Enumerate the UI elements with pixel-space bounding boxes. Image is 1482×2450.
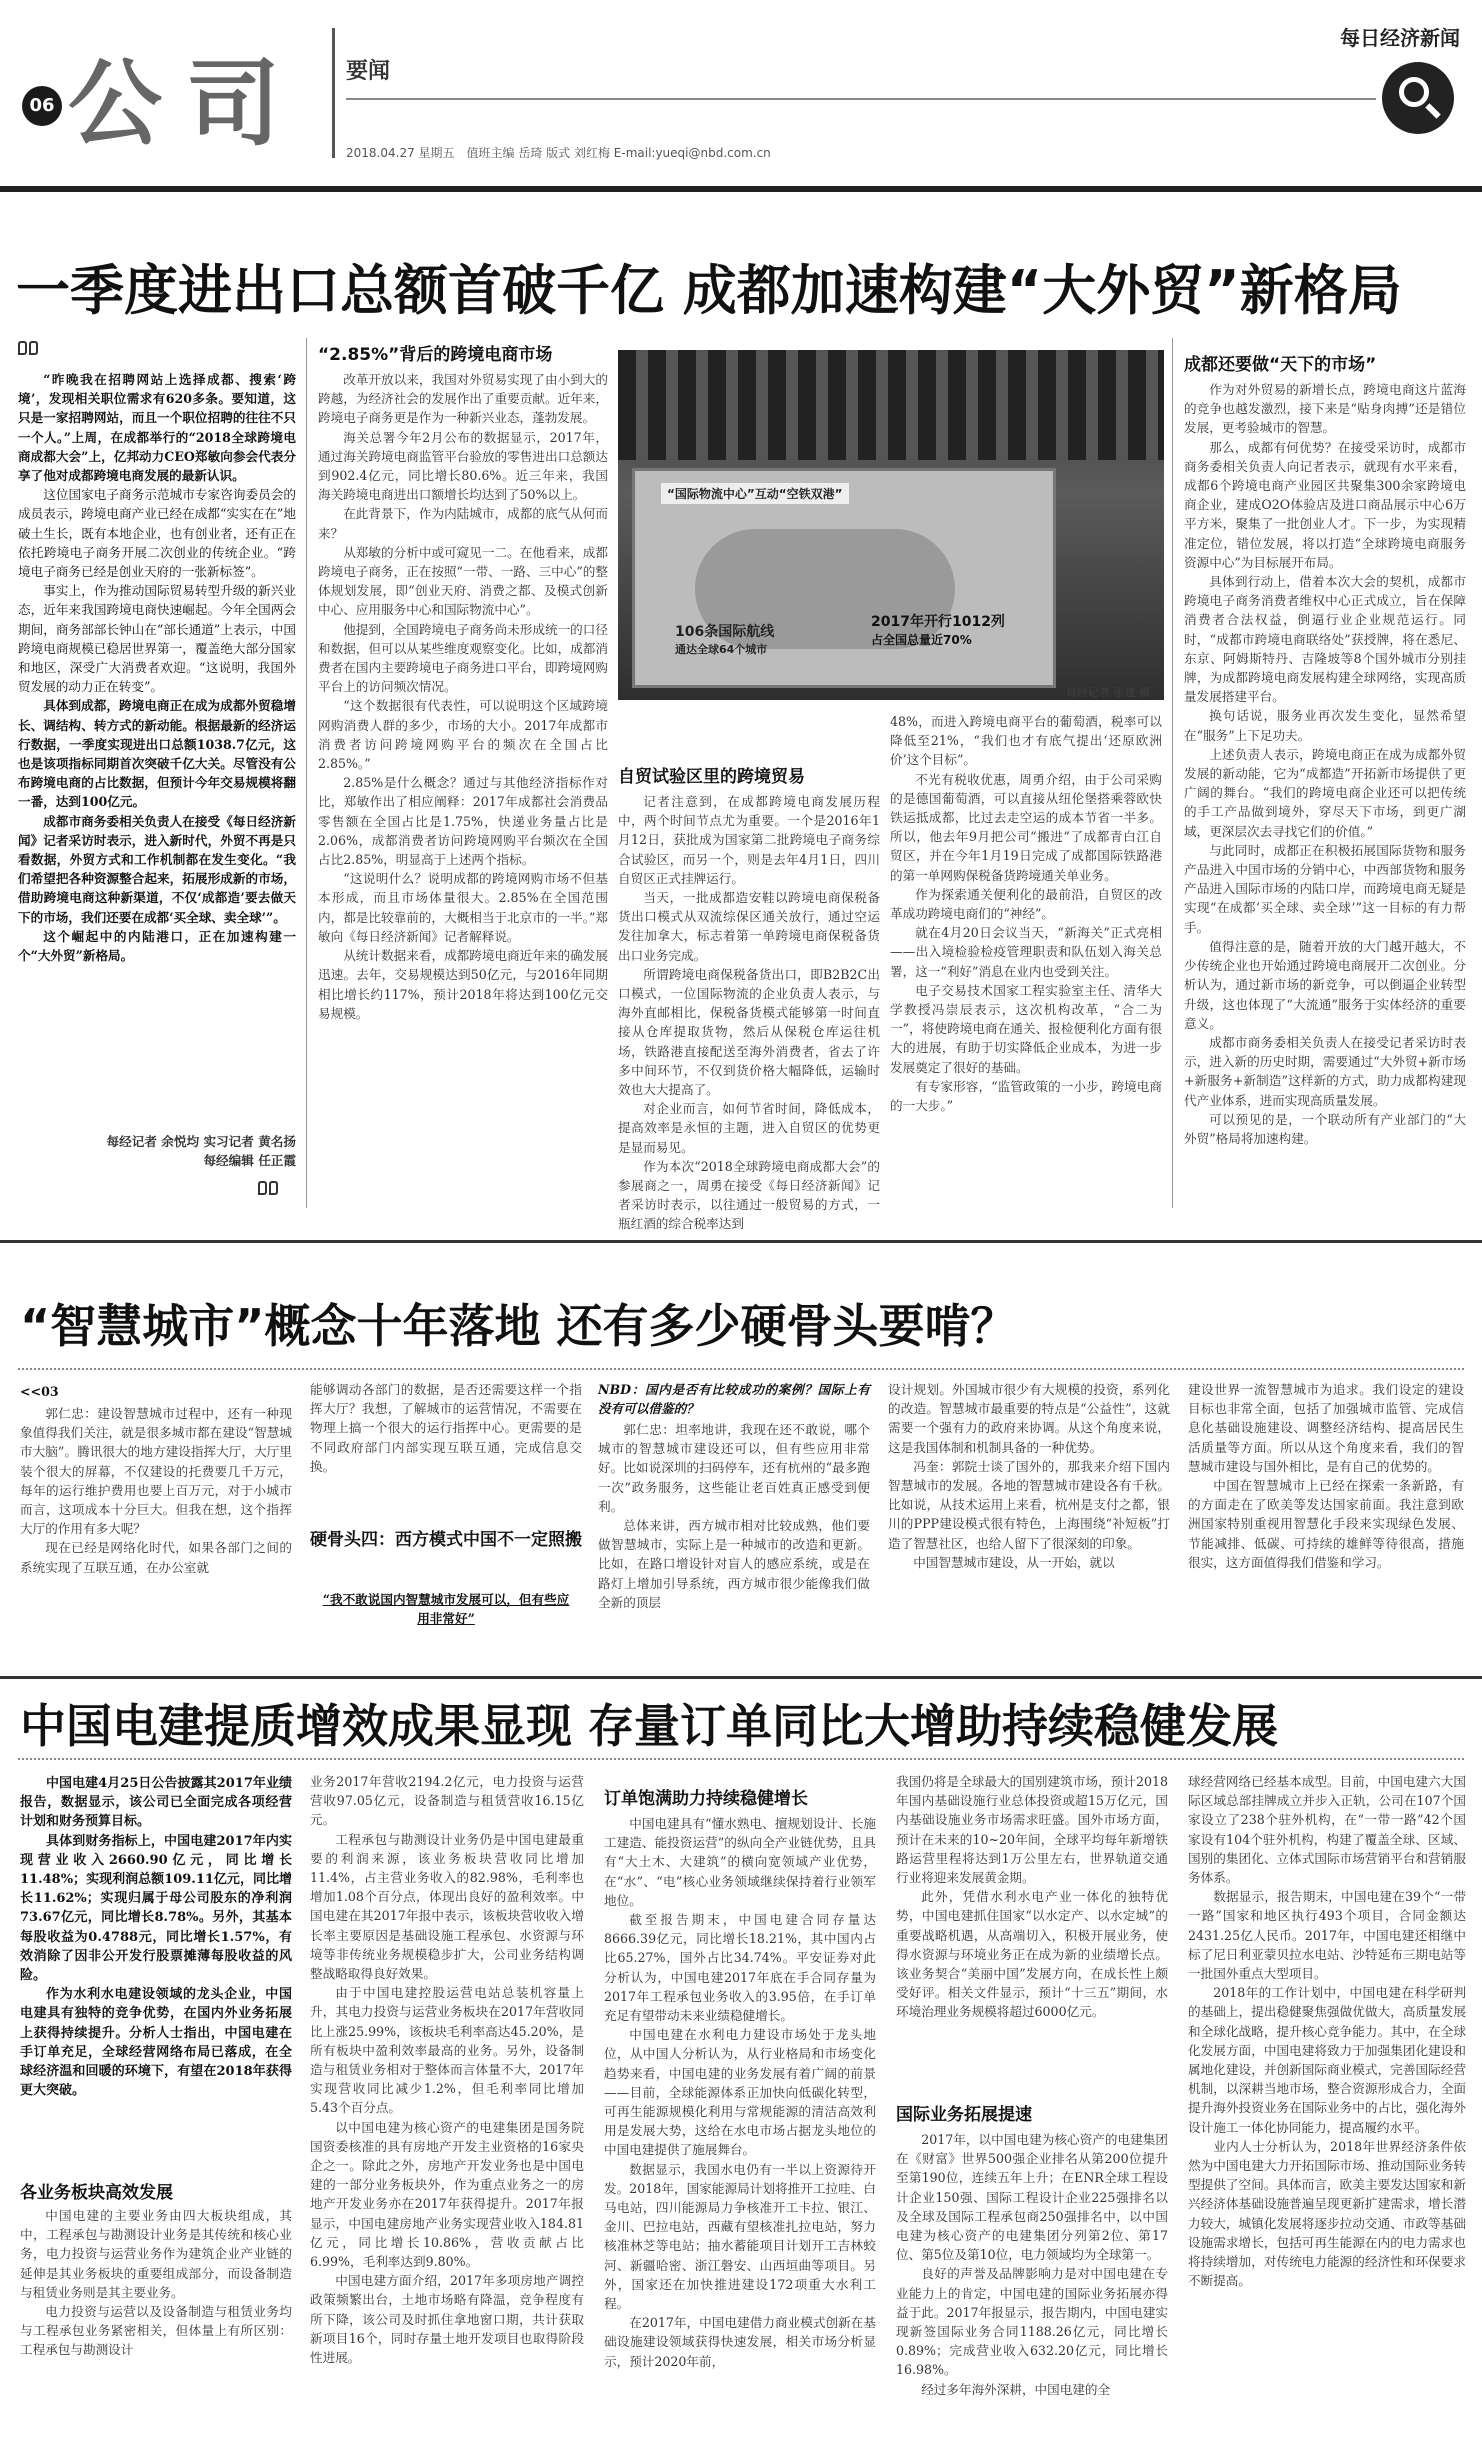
continued-from: <<03 [20, 1384, 59, 1399]
paragraph: 就在4月20日会议当天，“新海关”正式亮相——出入境检验检疫管理职责和队伍划入海关总署，这一“利好”消息在业内也受到关注。 [890, 925, 1162, 979]
section-divider [0, 1676, 1482, 1679]
masthead-divider [332, 28, 335, 158]
paragraph: 换句话说，服务业再次发生变化，显然希望在“服务”上下足功夫。 [1184, 708, 1466, 743]
story3-sub1: 各业务板块高效发展 [20, 2183, 173, 2203]
story3-col2 [310, 1772, 584, 2436]
story1-col4 [890, 712, 1162, 1210]
paragraph: 我国仍将是全球最大的国别建筑市场，预计2018年国内基础设施行业总体投资或超15万亿元，国内基础设施业务市场需求旺盛。国外市场方面，预计在未来的10~20年间，全球平均每年新增铁路运营里程将达到1万公里左右，世界轨道交通行业将迎来发展黄金期。 [896, 1774, 1168, 1886]
paragraph: 能够调动各部门的数据，是否还需要这样一个指挥大厅？我想，了解城市的运营情况，不需要在物理上搞一个很大的运行指挥中心。更需要的是不同政府部门内部实现互联互通，完成信息交换。 [310, 1382, 582, 1474]
paragraph: 此外，凭借水利水电产业一体化的独特优势，中国电建抓住国家“以水定产、以水定城”的重要战略机遇，从高端切入，积极开展业务，使得水资源与环境业务正在成为新的业绩增长点。该业务契合“美丽中国”发展方向，在成长性上颇受好评。相关文件显示，预计“十三五”期间，水环境治理业务规模将超过6000亿元。 [896, 1889, 1168, 2020]
paragraph: 中国智慧城市建设，从一开始，就以 [913, 1554, 1115, 1570]
issue-meta: 2018.04.27 星期五 值班主编 岳琦 版式 刘红梅 E-mail:yueqi@nbd.com.cn [346, 146, 771, 160]
story2-subhead: 硬骨头四：西方模式中国不一定照搬 [310, 1530, 582, 1550]
paragraph: 在此背景下，作为内陆城市，成都的底气从何而来？ [318, 506, 608, 541]
story2-col4 [888, 1380, 1170, 1664]
close-quote-icon [258, 1180, 280, 1196]
story3-col3-title: 订单饱满助力持续稳健增长 [604, 1789, 808, 1809]
paragraph: “这个数据很有代表性，可以说明这个区域跨境网购消费人群的多少，市场的大小。2017年成都市消费者访问跨境网购平台的频次在全国占比2.85%。” [318, 698, 608, 772]
paragraph: 对企业而言，如何节省时间，降低成本，提高效率是永恒的主题，进入自贸区的优势更是显而易见。 [618, 1101, 880, 1155]
editor-credit: 每经编辑 任正霞 [203, 1153, 296, 1169]
column-divider [1172, 338, 1173, 1208]
dotted-rule [18, 1758, 1464, 1760]
page-number: 06 [22, 86, 62, 126]
search-icon[interactable] [1382, 62, 1454, 134]
paragraph: 有专家形容，“监管政策的一小步，跨境电商的一大步。” [890, 1078, 1162, 1114]
story3-col1 [20, 2206, 292, 2436]
masthead [0, 0, 1482, 190]
paragraph: 可以预见的是，一个联动所有产业部门的“大外贸”格局将加速构建。 [1184, 1111, 1466, 1146]
paragraph: 截至报告期末，中国电建合同存量达8666.39亿元，同比增长18.21%，其中国内占比65.27%，国外占比34.74%。平安证券对此分析认为，中国电建2017年底在手合同存量为2017年工程承包业务收入的3.95倍，在手订单充足有望带动未来业绩稳健增长。 [604, 1912, 876, 2024]
lead-paragraph: 这个崛起中的内陆港口，正在加速构建一个“大外贸”新格局。 [18, 928, 296, 964]
paragraph: 冯奎：郭院士谈了国外的，那我来介绍下国内智慧城市的发展。各地的智慧城市建设各有千秋。比如说，从技术运用上来看，杭州是支付之都，银川的PPP建设模式很有特色，上海围绕“补短板”打造了智慧社区，也给人留下了很深刻的印象。 [888, 1458, 1170, 1551]
paragraph: 良好的声誉及品牌影响力是对中国电建在专业能力上的肯定，中国电建的国际业务拓展亦得益于此。2017年报显示，报告期内，中国电建实现新签国际业务合同1188.26亿元，同比增长0.89%；完成营业收入632.20亿元，同比增长16.98%。 [896, 2266, 1168, 2378]
paragraph: 中国电建具有“懂水熟电、擅规划设计、长施工建造、能投资运营”的纵向全产业链优势，且具有“大土木、大建筑”的横向宽领域产业优势，在“水”、“电”核心业务领域继续保持着行业领军地位。 [604, 1816, 876, 1908]
paragraph: 工程承包与勘测设计业务仍是中国电建最重要的利润来源，该业务板块营收同比增加11.4%，占主营业务收入的82.98%，毛利率也增加1.08个百分点，体现出良好的盈利效率。中国电建在其2017年报中表示，该板块营收收入增长率主要原因是基础设施工程承包、水资源与环境等非传统业务规模稳步扩大，公司业务结构调整战略取得良好效果。 [310, 1831, 584, 1982]
paragraph: 48%，而进入跨境电商平台的葡萄酒，税率可以降低至21%，“我们也才有底气提出‘还原欧洲价’这个目标”。 [890, 714, 1162, 768]
lead-paragraph: 中国电建4月25日公告披露其2017年业绩报告，数据显示，该公司已全面完成各项经营计划和财务预算目标。 [20, 1776, 292, 1830]
paragraph: 他提到，全国跨境电子商务尚未形成统一的口径和数据，但可以从某些维度观察变化。比如，成都消费者在国内主要跨境电子商务进口平台，即跨境网购平台上的访问频次情况。 [318, 621, 608, 695]
paragraph: “这说明什么？说明成都的跨境网购市场不但基本形成，而且市场体量很大。2.85%在全国范围内，都是比较靠前的，大概相当于北京市的一半。”郑敏向《每日经济新闻》记者解释说。 [318, 871, 608, 944]
story2-col2 [310, 1380, 582, 1520]
paragraph: 作为探索通关便利化的最前沿，自贸区的改革成功跨境电商们的“神经”。 [890, 886, 1162, 922]
paragraph: 业务2017年营收2194.2亿元，电力投资与运营营收97.05亿元，设备制造与租赁营收16.15亿元。 [310, 1774, 584, 1828]
paragraph: 当天，一批成都造安鞋以跨境电商保税备货出口模式从双流综保区通关放行，通过空运发往加拿大，标志着第一单跨境电商保税备货出口业务完成。 [618, 890, 880, 963]
paragraph: 数据显示，报告期末，中国电建在39个“一带一路”国家和地区执行493个项目，合同金额达2431.25亿人民币。2017年，中国电建还相继中标了尼日利亚蒙贝拉水电站、沙特延布三期电站等一批国外重点大型项目。 [1188, 1889, 1466, 1982]
story3-col4b [896, 2130, 1168, 2436]
paragraph: 球经营网络已经基本成型。目前，中国电建六大国际区域总部挂牌成立并步入正轨，公司在107个国家设立了238个驻外机构，在“一带一路”42个国家设有104个驻外机构，构建了覆盖全球、区域、国别的集团化、立体式国际市场营销平台和营销服务体系。 [1188, 1774, 1466, 1886]
lead-paragraph: 具体到财务指标上，中国电建2017年内实现营业收入2660.90亿元，同比增长11.48%；实现利润总额109.11亿元，同比增长11.62%；实现归属于母公司股东的净利润73.67亿元，同比增长8.78%。另外，其基本每股收益为0.4788元，同比增长1.57%，有效消除了因非公开发行股票摊薄每股收益的风险。 [20, 1833, 292, 1984]
paragraph: 中国电建方面介绍，2017年多项房地产调控政策频繁出台，土地市场略有降温，竞争程度有所下降，该公司及时抓住拿地窗口期，共计获取新项目16个，同时存量土地开发项目也取得阶段性进展。 [310, 2273, 584, 2366]
story1-col3 [618, 792, 880, 1232]
paragraph: 从统计数据来看，成都跨境电商近年来的确发展迅速。去年，交易规模达到50亿元，与2016年同期相比增长约117%，预计2018年将达到100亿元交易规模。 [318, 948, 608, 1021]
paragraph: 中国电建的主要业务由四大板块组成，其中，工程承包与勘测设计业务是其传统和核心业务，电力投资与运营业务作为建筑企业产业链的延伸是其业务板块的重要组成部分，而设备制造与租赁业务则是其主要业务。 [20, 2208, 292, 2300]
paragraph: 数据显示，我国水电仍有一半以上资源待开发。2018年，国家能源局计划将推开工拉哇、白马电站，四川能源局力争核准开工卡拉、银江、金川、巴拉电站，西藏有望核准扎拉电站，努力核准林芝等电站；抽水蓄能项目计划开工吉林蛟河、新疆哈密、浙江磐安、山西垣曲等项目。另外，国家还在加快推进建设172项重大水利工程。 [604, 2161, 876, 2312]
section-title: 公司 [68, 49, 305, 159]
paragraph: 记者注意到，在成都跨境电商发展历程中，两个时间节点尤为重要。一个是2016年1月12日，获批成为国家第二批跨境电子商务综合试验区，而另一个，则是去年4月1日，四川自贸区正式挂牌运行。 [618, 794, 880, 886]
lead-paragraph: “昨晚我在招聘网站上选择成都、搜索‘跨境’，发现相关职位需求有620多条。要知道，这只是一家招聘网站，而且一个职位招聘的往往不只一个人。”上周，在成都举行的“2018全球跨境电商成都大会”上，亿邦动力CEO郑敏向参会代表分享了他对成都跨境电商发展的最新认识。 [18, 372, 296, 484]
audience-image [618, 350, 1164, 460]
paragraph: 以中国电建为核心资产的电建集团是国务院国资委核准的具有房地产开发主业资格的16家央企之一。除此之外，房地产开发业务也是中国电建的一部分业务板块外，作为重点业务之一的房地产开发业务亦在2017年获得提升。2017年报显示，中国电建房地产业务实现营业收入184.81亿元，同比增长10.86%，营收贡献占比6.99%，毛利率达到9.80%。 [310, 2119, 584, 2270]
paragraph: 现在已经是网络化时代，如果各部门之间的系统实现了互联互通，在办公室就 [20, 1540, 292, 1575]
photo-figure: 通达全球64个城市 [675, 643, 768, 656]
story1-lead [18, 370, 296, 1130]
paragraph: 电力投资与运营以及设备制造与租赁业务均与工程承包业务紧密相关，但体量上有所区别：工程承包与勘测设计 [20, 2304, 292, 2358]
paragraph: 上述负责人表示，跨境电商正在成为成都外贸发展的新动能，它为“成都造”开拓新市场提供了更广阔的舞台。“我们的跨境电商企业还可以把传统的手工产品做到境外，穿尽天下市场，到更广湖域，更深层次去寻找它们的价值。” [1184, 746, 1466, 839]
story2-pullquote: “我不敢说国内智慧城市发展可以，但有些应用非常好” [322, 1592, 570, 1627]
story2-question: NBD：国内是否有比较成功的案例？国际上有没有可以借鉴的？ [598, 1382, 870, 1417]
paragraph: 2017年，以中国电建为核心资产的电建集团在《财富》世界500强企业排名从第200位提升至第190位，连续五年上升；在ENR全球工程设计企业150强、国际工程设计企业225强排名以及全球及国际工程承包商250强排名中，以中国电建为核心资产的电建集团分列第2位、第17位、第5位及第10位，电力领域均为全球第一。 [896, 2132, 1168, 2263]
presentation-screen [632, 468, 1056, 688]
story1-col5 [1184, 380, 1466, 1210]
paragraph: 郭仁忠：建设智慧城市过程中，还有一种现象值得我们关注，就是很多城市都在建设“智慧城市大脑”。腾讯很大的地方建设指挥大厅，大厅里装个很大的屏幕，不仅建设的托费要几千万元，每年的运行维护费用也要上百万元，对于小城市而言，这项成本十分巨大。但我在想，这个指挥大厅的作用有多大呢？ [20, 1406, 292, 1537]
story2-col3 [598, 1420, 870, 1664]
paragraph: 那么，成都有何优势？在接受采访时，成都市商务委相关负责人向记者表示，就现有水平来看，成都6个跨境电商产业园区共聚集300余家跨境电商企业，建成O2O体验店及进口商品展示中心6万平方米，聚集了一批创业人才。下一步，为实现精准定位，错位发展，将以打造“全球跨境电商服务资源中心”为目标展开布局。 [1184, 439, 1466, 570]
byline: 每经记者 余悦均 实习记者 黄名扬 [106, 1134, 296, 1149]
story1-col2 [318, 370, 608, 1210]
paragraph: 具体到行动上，借着本次大会的契机，成都市跨境电子商务消费者维权中心正式成立，旨在保障消费者合法权益，倒逼行业企业规范运行。同时，“成都市跨境电商联络处”获授牌，将在悉尼、东京、阿姆斯特丹、吉隆坡等8个国外城市分别挂牌，为成都跨境电商发展构建全球网络，实现高质量发展搭建平台。 [1184, 574, 1466, 705]
story3-col3 [604, 1814, 876, 2436]
screen-title: “国际物流中心”互动“空铁双港” [661, 483, 849, 504]
paragraph: 郭仁忠：坦率地讲，我现在还不敢说，哪个城市的智慧城市建设还可以，但有些应用非常好。比如说深圳的扫码停车，还有杭州的“最多跑一次”政务服务，这些能让老百姓真正感受到便利。 [598, 1422, 870, 1514]
paragraph: 2.85%是什么概念？通过与其他经济指标作对比，郑敏作出了相应阐释：2017年成都社会消费品零售额在全国占比是1.75%，快递业务量占比是2.06%，成都消费者访问跨境网购平台频次在全国占比2.85%，明显高于上述两个指标。 [318, 775, 608, 868]
brand-logo: 每日经济新闻 [1340, 26, 1460, 50]
paragraph: 业内人士分析认为，2018年世界经济条件依然为中国电建大力开拓国际市场、推动国际业务转型提供了空间。具体而言，欧美主要发达国家和新兴经济体基础设施普遍呈现更新扩建需求，增长潜力较大，城镇化发展将逐步拉动交通、市政等基础设施需求增长，包括可再生能源在内的电力需求也将持续增加，对传统电力能源的经济性和环保要求不断提高。 [1188, 2138, 1466, 2289]
paragraph: 由于中国电建控股运营电站总装机容量上升，其电力投资与运营业务板块在2017年营收同比上涨25.99%，该板块毛利率高达45.20%，是所有板块中盈利效率最高的业务。另外，设备制造与租赁业务相对于整体而言体量不大，2017年实现营收同比减少1.2%，但毛利率同比增加5.43个百分点。 [310, 1985, 584, 2116]
paragraph: 与此同时，成都正在积极拓展国际货物和服务产品进入中国市场的分销中心，中西部货物和服务产品进入国际市场的内陆口岸，而跨境电商无疑是实现“在成都‘买全球、卖全球’”这一目标的有力帮手。 [1184, 842, 1466, 935]
lead-paragraph: 事实上，作为推动国际贸易转型升级的新兴业态，近年来我国跨境电商快速崛起。今年全国两会期间，商务部部长钟山在“部长通道”上表示，中国跨境电商规模已稳居世界第一，覆盖绝大部分国家和地区，深受广大消费者欢迎。“这说明，我国外贸发展的动力正在转变”。 [18, 583, 296, 695]
subsection-title: 要闻 [346, 59, 391, 84]
story3-col5 [1188, 1772, 1466, 2436]
lead-paragraph: 作为水利水电建设领域的龙头企业，中国电建具有独特的竞争优势，在国内外业务拓展上获得持续提升。分析人士指出，中国电建在手订单充足，全球经营网络布局已落成，在全球经济温和回暖的环境下，有望在2018年获得更大突破。 [20, 1987, 292, 2099]
lead-paragraph: 具体到成都，跨境电商正在成为成都外贸稳增长、调结构、转方式的新动能。根据最新的经济运行数据，一季度实现进出口总额1038.7亿元，这也是该项指标同期首次突破千亿大关。尽管没有公布跨境电商的占比数据，但预计今年交易规模将翻一番，达到100亿元。 [18, 698, 296, 810]
open-quote-icon [18, 340, 40, 356]
paragraph: 在2017年，中国电建借力商业模式创新在基础设施建设领域获得快速发展，相关市场分析显示，预计2020年前， [604, 2315, 876, 2369]
paragraph: 从郑敏的分析中或可窥见一二。在他看来，成都跨境电子商务，正在按照“一带、一路、三中心”的整体规划发展，即“创业天府、消费之都、及模式创新中心、应用服务中心和国际物流中心”。 [318, 544, 608, 618]
story3-col4 [896, 1772, 1168, 2092]
paragraph: 所谓跨境电商保税备货出口，即B2B2C出口模式，一位国际物流的企业负责人表示，与海外直邮相比，保税备货模式能够第一时间直接从仓库提取货物，然后从保税仓库运往机场，铁路港直接配送至海外消费者，省去了许多中间环节，不仅到货价格大幅降低，运输时效也大大提高了。 [618, 966, 880, 1098]
paragraph: 2018年的工作计划中，中国电建在科学研判的基础上，提出稳健聚焦强做优做大，高质量发展和全球化战略，提升核心竞争能力。其中，在全球化发展方面，中国电建将致力于加强集团化建设和属地化建设，并创新国际商业模式，完善国际经营机制，以深耕当地市场，整合资源形成合力，全面提升海外投资业务在国际业务中的占比，强化海外设计施工一体化协同能力，提高履约水平。 [1188, 1985, 1466, 2135]
photo-figure: 106条国际航线 [675, 624, 775, 640]
story2-col5 [1188, 1380, 1464, 1664]
story1-col5-title: 成都还要做“天下的市场” [1184, 355, 1377, 375]
story1-col3-title: 自贸试验区里的跨境贸易 [618, 767, 805, 787]
conference-photo [618, 350, 1164, 700]
paragraph: 不光有税收优惠，周勇介绍，由于公司采购的是德国葡萄酒，可以直接从纽伦堡搭乘蓉欧快铁运抵成都，比过去走空运的成本节省一半多。所以，他去年9月把公司“搬进”了成都青白江自贸区，并在今年1月19日完成了成都国际铁路港的第一单网购保税备货跨境通关单业务。 [890, 771, 1162, 883]
paragraph: 建设世界一流智慧城市为追求。我们设定的建设目标也非常全面，包括了加强城市监管、完成信息化基础设施建设、调整经济结构、提高居民生活质量等方面。所以从这个角度来看，我们的智慧城市建设与国外相比，是有自己的优势的。 [1188, 1382, 1464, 1474]
lead-paragraph: 这位国家电子商务示范城市专家咨询委员会的成员表示，跨境电商产业已经在成都“实实在在”地破土生长，既有本地企业，也有创业者，还有正在依托跨境电子商务开展二次创业的传统企业。“跨境电子商务已经是创业天府的一张新标签”。 [18, 487, 296, 580]
dotted-rule [18, 1368, 1464, 1370]
photo-figure: 占全国总量近70% [871, 633, 972, 647]
story2-col1 [20, 1404, 292, 1664]
paragraph: 海关总署今年2月公布的数据显示，2017年，通过海关跨境电商监管平台验放的零售进出口总额达到902.4亿元，同比增长80.6%。近三年来，我国海关跨境电商进出口额增长均达到了50%以上。 [318, 429, 608, 503]
paragraph: 设计规划。外国城市很少有大规模的投资，系列化的改造。智慧城市最重要的特点是“公益性”，这就需要一个强有力的政府来协调。从这个角度来说，这是我国体制和机制具备的一种优势。 [888, 1382, 1170, 1455]
story1-credits [18, 1132, 296, 1174]
paragraph: 电子交易技术国家工程实验室主任、清华大学教授冯崇辰表示，这次机构改革，“合二为一”，将使跨境电商在通关、报检便利化方面有很大的进展，有助于切实降低企业成本，为进一步发展奠定了很好的基础。 [890, 982, 1162, 1075]
paragraph: 成都市商务委相关负责人在接受记者采访时表示，进入新的历史时期，需要通过“大外贸+新市场+新服务+新制造”这样新的方式，助力成都构建现代产业体系，进而实现高质量发展。 [1184, 1034, 1466, 1108]
paragraph: 改革开放以来，我国对外贸易实现了由小到大的跨越，为经济社会的发展作出了重要贡献。近年来，跨境电子商务更是作为一种新兴业态，蓬勃发展。 [318, 372, 608, 426]
story3-headline: 中国电建提质增效成果显现 存量订单同比大增助持续稳健发展 [20, 1699, 1279, 1753]
photo-caption: 每经记者 张建 摄 [1066, 686, 1150, 699]
masthead-rule [346, 98, 1376, 100]
story1-headline: 一季度进出口总额首破千亿 成都加速构建“大外贸”新格局 [16, 259, 1402, 322]
column-divider [306, 338, 307, 1208]
story3-col4-title: 国际业务拓展提速 [896, 2105, 1032, 2125]
paragraph: 作为对外贸易的新增长点，跨境电商这片蓝海的竞争也越发激烈，接下来是“贴身肉搏”还是错位发展，更考验城市的智慧。 [1184, 382, 1466, 436]
story1-col2-title: “2.85%”背后的跨境电商市场 [318, 345, 553, 365]
paragraph: 作为本次“2018全球跨境电商成都大会”的参展商之一，周勇在接受《每日经济新闻》记者采访时表示，以往通过一般贸易的方式，一瓶红酒的综合税率达到 [618, 1158, 880, 1232]
story2-headline: “智慧城市”概念十年落地 还有多少硬骨头要啃？ [20, 1299, 1017, 1353]
paragraph: 总体来讲，西方城市相对比较成熟，他们要做智慧城市，实际上是一种城市的改造和更新。比如，在路口增设针对盲人的感应系统，或是在路灯上增加引导系统，西方城市很少能像我们做全新的顶层 [598, 1518, 870, 1610]
masthead-bottom-rule [0, 186, 1482, 192]
paragraph: 值得注意的是，随着开放的大门越开越大，不少传统企业也开始通过跨境电商展开二次创业。分析认为，通过新市场的新竞争，可以倒逼企业转型升级，这也体现了“大流通”服务于实体经济的重要意义。 [1184, 938, 1466, 1031]
story3-lead [20, 1774, 292, 2168]
lead-paragraph: 成都市商务委相关负责人在接受《每日经济新闻》记者采访时表示，进入新时代，外贸不再是只看数据，外贸方式和工作机制都在发生变化。“我们希望把各种资源整合起来，拓展形成新的市场，借助跨境电商这种新渠道，不仅‘成都造’要去做天下的市场，我们还要在成都‘买全球、卖全球’”。 [18, 813, 296, 925]
paragraph: 中国电建在水利电力建设市场处于龙头地位，从中国人分析认为，从行业格局和市场变化趋势来看，中国电建的业务发展有着广阔的前景——目前，全球能源体系正加快向低碳化转型，可再生能源规模化利用与常规能源的清洁高效利用是发展大势，这给在水电市场占据龙头地位的中国电建提供了施展舞台。 [604, 2027, 876, 2158]
photo-figure: 2017年开行1012列 [871, 614, 1005, 630]
paragraph: 经过多年海外深耕，中国电建的全 [921, 2381, 1111, 2397]
paragraph: 中国在智慧城市上已经在探索一条新路，有的方面走在了欧美等发达国家前面。我注意到欧洲国家特别重视用智慧化手段来实现绿色发展、节能减排、低碳、可持续的雄鲜等待很高，措施很实，这方面值得我们借鉴和学习。 [1188, 1478, 1464, 1570]
section-divider [0, 1240, 1482, 1243]
